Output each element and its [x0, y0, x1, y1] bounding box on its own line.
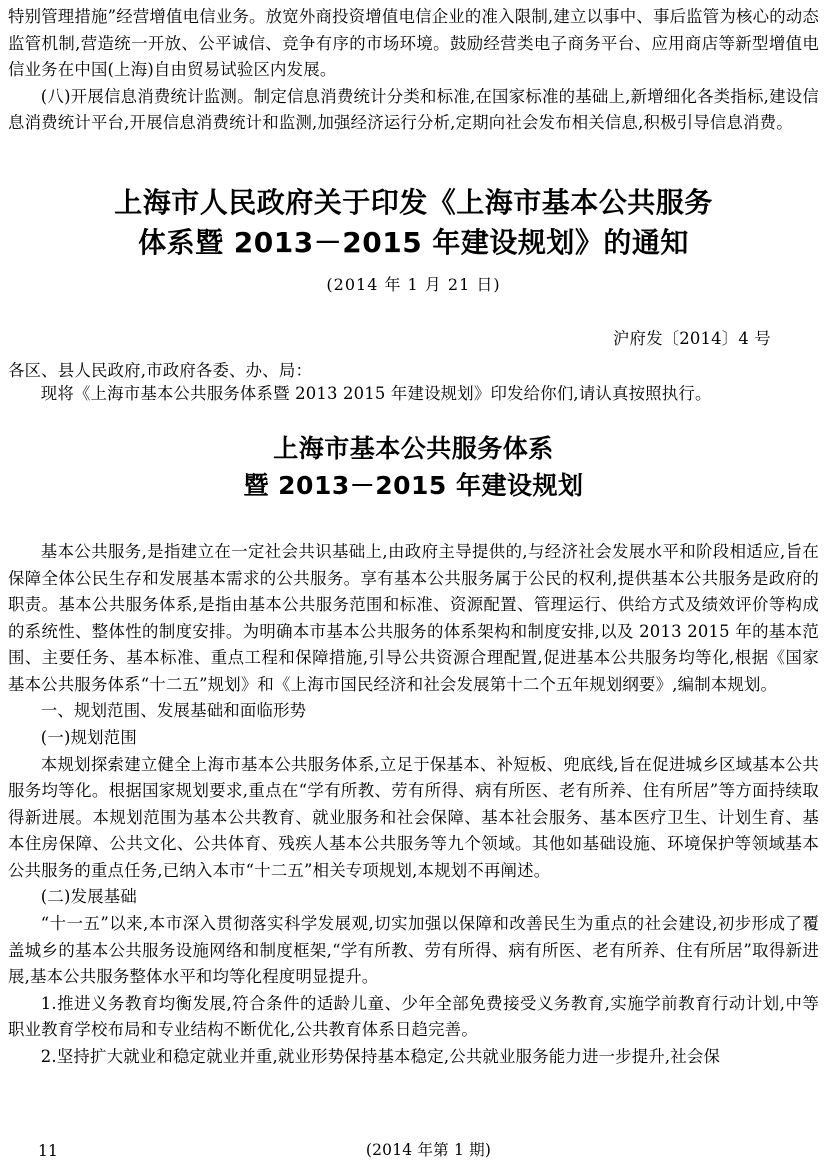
spacer: [8, 137, 819, 183]
transmittal-paragraph: 现将《上海市基本公共服务体系暨 2013 2015 年建设规划》印发给你们,请认真按照执行。: [40, 384, 712, 404]
plan-title-line-1: 上海市基本公共服务体系: [273, 433, 554, 463]
plan-title-line-2: 暨 2013－2015 年建设规划: [243, 471, 584, 501]
notice-title-line-2: 体系暨 2013－2015 年建设规划》的通知: [138, 225, 689, 259]
spacer: [8, 505, 819, 539]
scope-paragraph: 本规划探索建立健全上海市基本公共服务体系,立足于保基本、补短板、兜底线,旨在促进城乡区域基本公共服务均等化。根据国家规划要求,重点在“学有所教、劳有所得、病有所医、老有所养、住有所居”等方面持续取得新进展。本规划范围为基本公共教育、就业服务和社会保障、基本社会服务、基本医疗卫生、计划生育、基本住房保障、公共文化、公共体育、残疾人基本公共服务等九个领域。其他如基础设施、环境保护等领域基本公共服务的重点任务,已纳入本市“十二五”相关专项规划,本规划不再阐述。: [8, 754, 819, 880]
document-content: [8, 4, 819, 1071]
paragraph-continued: 特别管理措施”经营增值电信业务。放宽外商投资增值电信企业的准入限制,建立以事中、事后监管为核心的动态监管机制,营造统一开放、公平诚信、竞争有序的市场环境。鼓励经营类电子商务平台、应用商店等新型增值电信业务在中国(上海)自由贸易试验区内发展。: [8, 7, 819, 80]
heading-foundation: (二)发展基础: [40, 887, 137, 907]
notice-title-line-1: 上海市人民政府关于印发《上海市基本公共服务: [114, 185, 713, 219]
definition-paragraph: 基本公共服务,是指建立在一定社会共识基础上,由政府主导提供的,与经济社会发展水平和阶段相适应,旨在保障全体公民生存和发展基本需求的公共服务。享有基本公共服务属于公民的权利,提供基本公共服务是政府的职责。基本公共服务体系,是指由基本公共服务范围和标准、资源配置、管理运行、供给方式及绩效评价等构成的系统性、整体性的制度安排。为明确本市基本公共服务的体系架构和制度安排,以及 2013 2015 年的基本范围、主要任务、基本标准、重点工程和保障措施,引导公共资源合理配置,促进基本公共服务均等化,根据《国家基本公共服务体系“十二五”规划》和《上海市国民经济和社会发展第十二个五年规划纲要》,编制本规划。: [8, 541, 819, 694]
paragraph-item-eight: (八)开展信息消费统计监测。制定信息消费统计分类和标准,在国家标准的基础上,新增细化各类指标,建设信息消费统计平台,开展信息消费统计和监测,加强经济运行分析,定期向社会发布相关信息,积极引导信息消费。: [8, 86, 819, 133]
plan-title: [8, 430, 819, 505]
page-number: 11: [38, 1142, 59, 1160]
foundation-item-2: 2.坚持扩大就业和稳定就业并重,就业形势保持基本稳定,公共就业服务能力进一步提升,社会保: [40, 1046, 721, 1066]
document-number: 沪府发〔2014〕4 号: [612, 329, 771, 349]
addressee-line: 各区、县人民政府,市政府各委、办、局：: [8, 361, 313, 381]
notice-date: (2014 年 1 月 21 日): [326, 275, 501, 295]
notice-title: [8, 183, 819, 263]
issue-label: (2014 年第 1 期): [365, 1141, 492, 1159]
foundation-item-1: 1.推进义务教育均衡发展,符合条件的适龄儿童、少年全部免费接受义务教育,实施学前教育行动计划,中等职业教育学校布局和专业结构不断优化,公共教育体系日趋完善。: [8, 993, 819, 1040]
foundation-paragraph: “十一五”以来,本市深入贯彻落实科学发展观,切实加强以保障和改善民生为重点的社会建设,初步形成了覆盖城乡的基本公共服务设施网络和制度框架,“学有所教、劳有所得、病有所医、老有所养、住有所居”取得新进展,基本公共服务整体水平和均等化程度明显提升。: [8, 914, 819, 987]
heading-level-1: 一、规划范围、发展基础和面临形势: [40, 701, 307, 721]
spacer: [8, 408, 819, 430]
heading-scope: (一)规划范围: [40, 728, 137, 748]
